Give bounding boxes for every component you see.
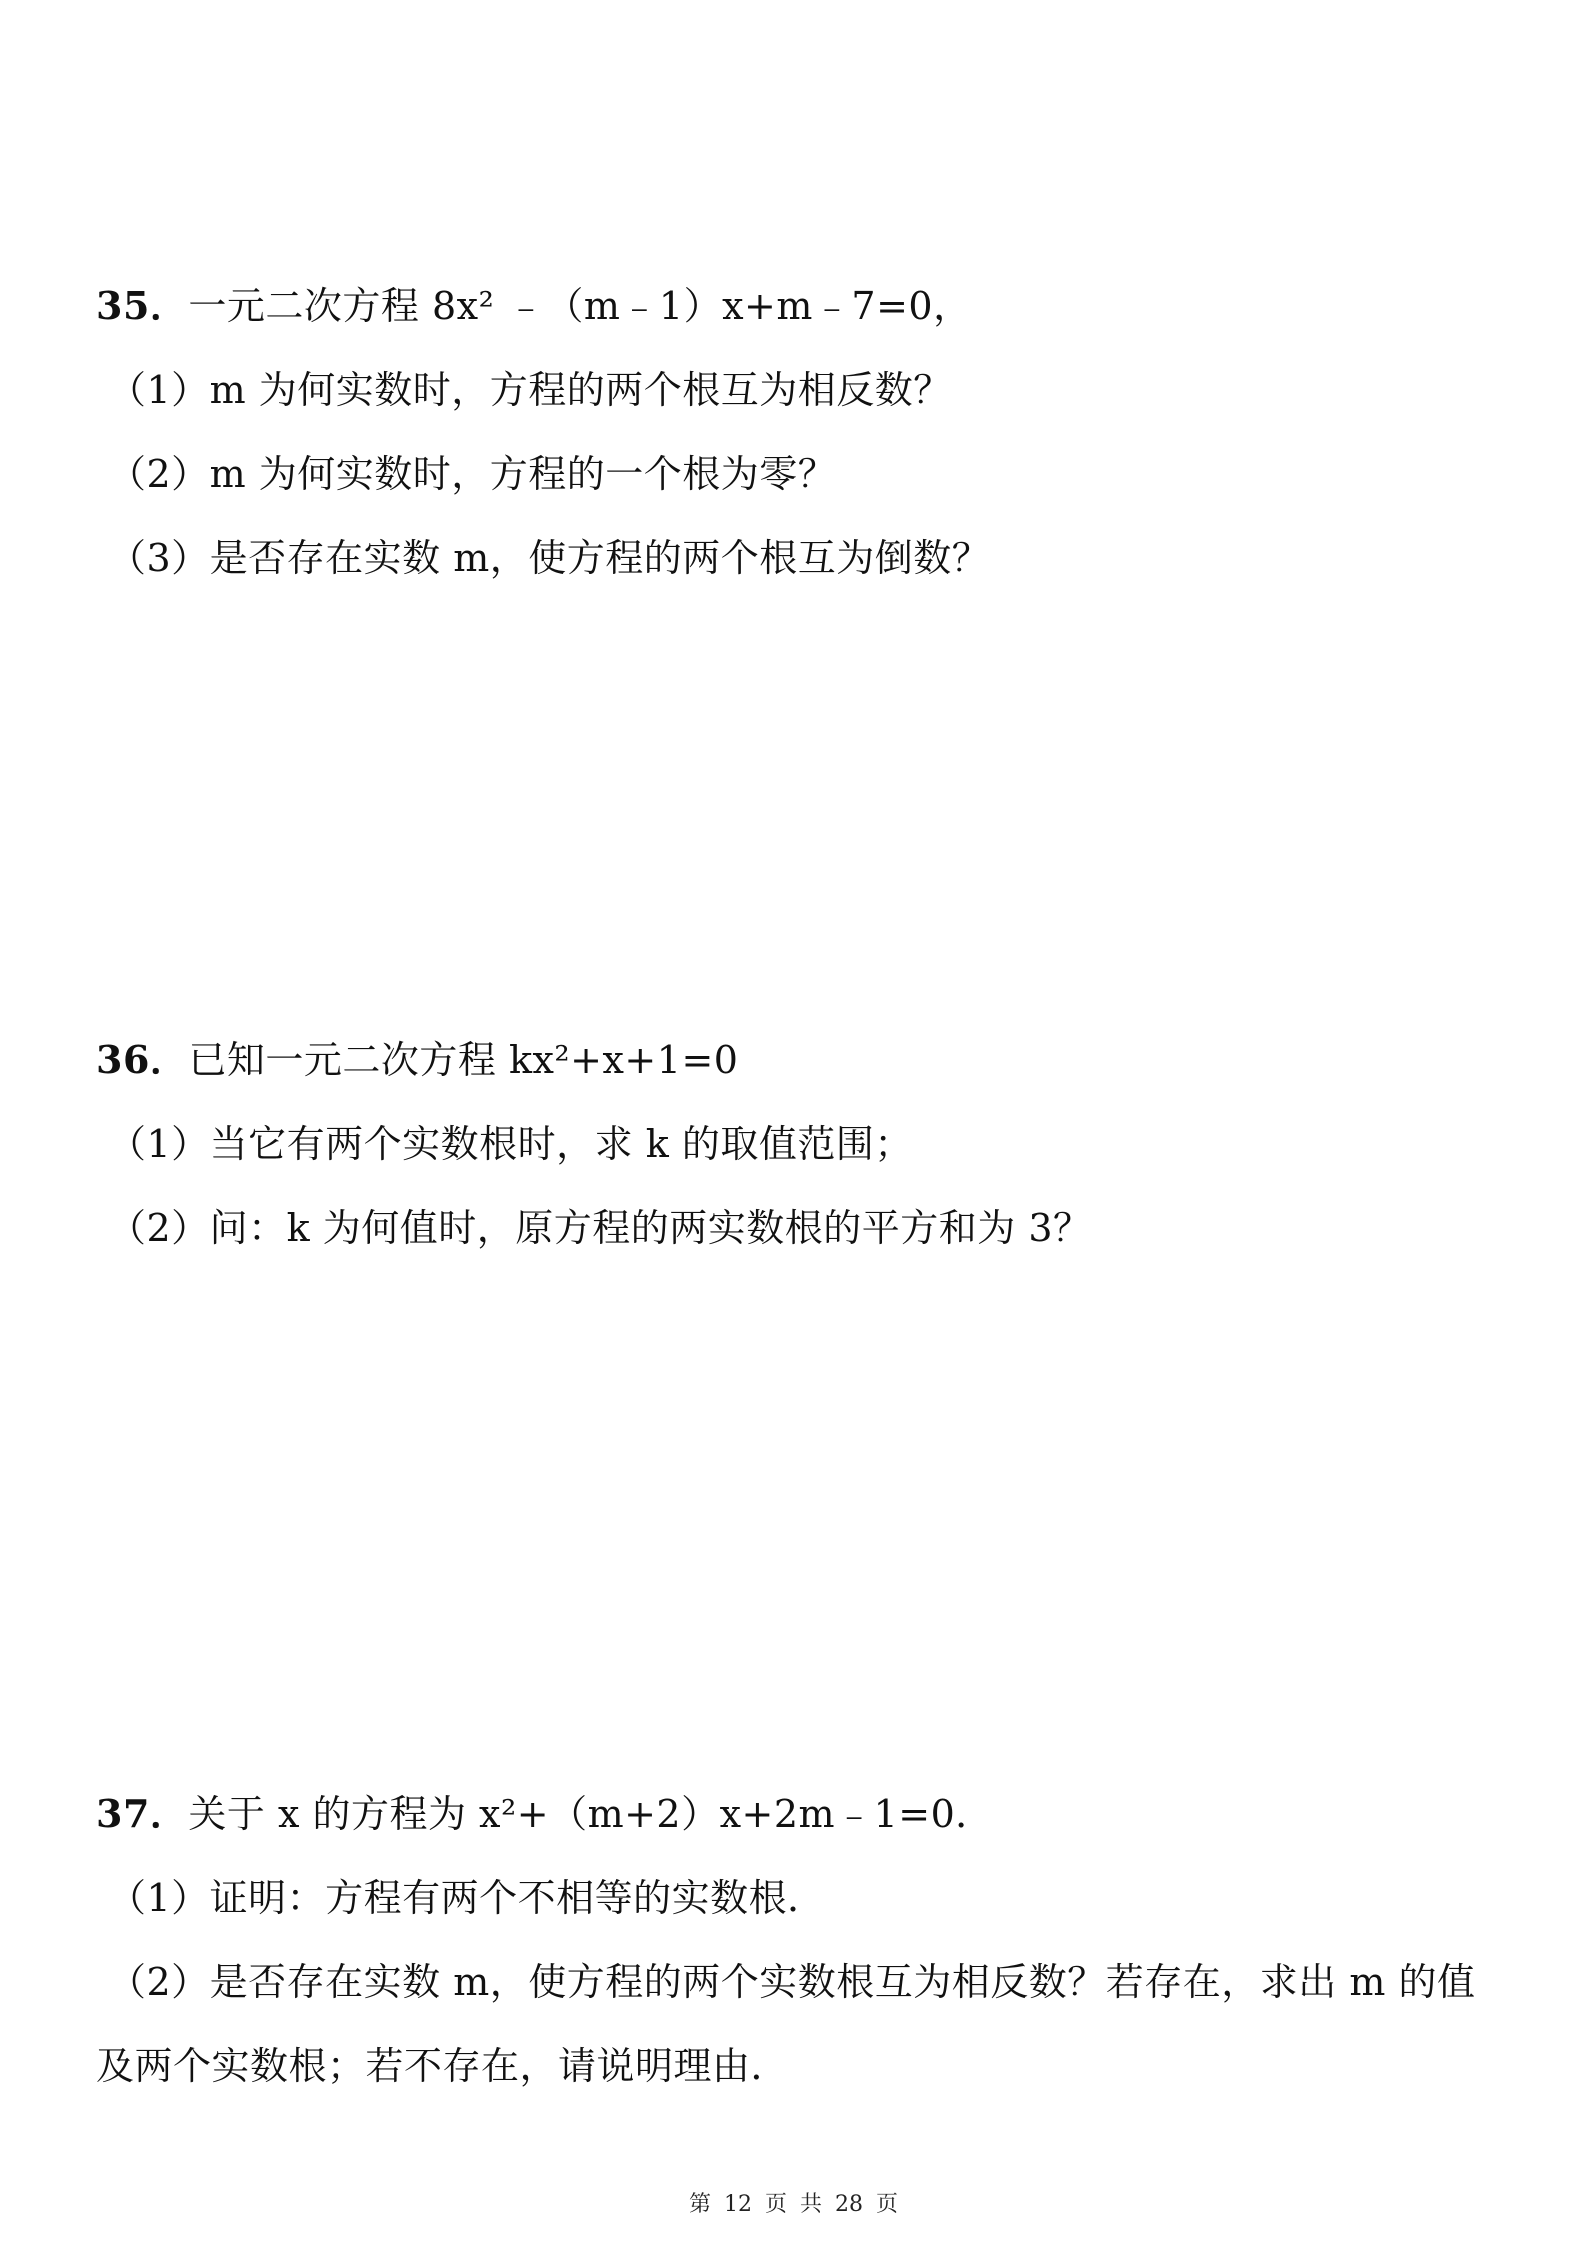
question-36-part-2: （2）问：k 为何值时，原方程的两实数根的平方和为 3？ xyxy=(108,1206,1092,1250)
question-number: 37． xyxy=(96,1791,189,1836)
question-37-part-2-continued: 及两个实数根；若不存在，请说明理由． xyxy=(96,2044,790,2088)
question-35-stem xyxy=(96,282,972,330)
question-36-stem xyxy=(96,1036,738,1084)
question-37-part-2: （2）是否存在实数 m，使方程的两个实数根互为相反数？若存在，求出 m 的值 xyxy=(108,1960,1476,2004)
question-37-stem xyxy=(96,1790,994,1838)
question-number: 35． xyxy=(96,283,189,328)
page-footer: 第 12 页 共 28 页 xyxy=(689,2192,898,2217)
question-text: 关于 x 的方程为 x²+（m+2）x+2m﹣1=0． xyxy=(188,1792,994,1836)
question-35-part-2: （2）m 为何实数时，方程的一个根为零？ xyxy=(108,452,837,496)
question-text: 一元二次方程 8x² ﹣（m﹣1）x+m﹣7=0， xyxy=(188,284,972,328)
question-37-part-1: （1）证明：方程有两个不相等的实数根． xyxy=(108,1876,826,1920)
question-36-part-1: （1）当它有两个实数根时，求 k 的取值范围； xyxy=(108,1122,913,1166)
question-number: 36． xyxy=(96,1037,189,1082)
question-35-part-1: （1）m 为何实数时，方程的两个根互为相反数？ xyxy=(108,368,952,412)
question-35-part-3: （3）是否存在实数 m，使方程的两个根互为倒数？ xyxy=(108,536,991,580)
question-text: 已知一元二次方程 kx²+x+1=0 xyxy=(188,1038,739,1082)
